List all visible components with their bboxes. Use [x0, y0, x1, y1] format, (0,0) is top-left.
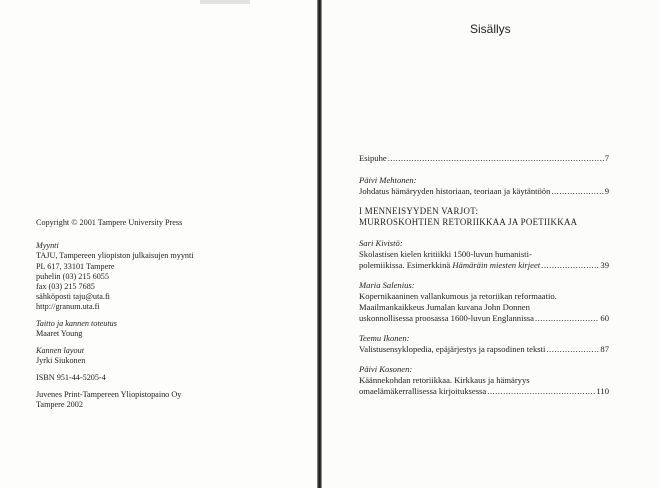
toc-entry-line: Skolastisen kielen kritiikki 1500-luvun humanisti-	[359, 249, 532, 259]
toc-author: Sari Kivistö:	[359, 238, 403, 248]
toc-leader-dots	[487, 386, 595, 397]
sales-info	[36, 241, 306, 312]
cover-credit-name: Jyrki Siukonen	[36, 356, 86, 366]
toc-entry[interactable]	[359, 280, 609, 324]
toc-author: Teemu Ikonen:	[359, 333, 410, 343]
isbn: ISBN 951-44-5205-4	[36, 372, 106, 382]
copyright-line: Copyright © 2001 Tampere University Press	[36, 218, 183, 227]
printer-info	[36, 390, 306, 410]
toc-page-number: 39	[600, 260, 609, 270]
toc-entry-line: Maailmankaikkeus Jumalan kuvana John Donnen	[359, 302, 530, 312]
toc-entry-title: Johdatus hämäryyden historiaan, teoriaan ja käytäntöön	[359, 186, 551, 196]
toc-entry-row	[359, 260, 609, 271]
toc-entry[interactable]	[359, 238, 609, 271]
toc-page-number: 7	[604, 153, 609, 163]
cover-credit-heading: Kannen layout	[36, 346, 84, 356]
sales-line: TAJU, Tampereen yliopiston julkaisujen myynti	[36, 251, 194, 261]
table-of-contents	[359, 153, 609, 406]
sales-line: fax (03) 215 7685	[36, 282, 95, 292]
toc-entry-row	[359, 344, 609, 355]
sales-line: puhelin (03) 215 6055	[36, 271, 109, 281]
section-heading-line: MURROSKOHTIEN RETORIIKKAA JA POETIIKKAA	[359, 217, 578, 227]
section-heading-line: I MENNEISYYDEN VARJOT:	[359, 206, 479, 216]
sales-line: http://granum.uta.fi	[36, 302, 100, 312]
scan-smudge	[200, 0, 250, 4]
toc-entry-title-emphasis: Hämäräin miesten kirjeet	[452, 260, 541, 270]
toc-leader-dots	[546, 344, 599, 355]
toc-page-number: 9	[604, 186, 609, 196]
toc-leader-dots	[388, 153, 604, 164]
toc-leader-dots	[551, 186, 603, 197]
layout-credit-name: Maaret Young	[36, 329, 83, 339]
toc-entry-row	[359, 186, 609, 197]
sales-line: sähköposti taju@uta.fi	[36, 292, 110, 302]
toc-entry-line: Käännekohdan retoriikkaa. Kirkkaus ja hämäryys	[359, 375, 530, 385]
toc-entry-row	[359, 153, 609, 164]
toc-entry[interactable]	[359, 153, 609, 164]
section-heading	[359, 206, 609, 228]
toc-entry-title: omaelämäkerrallisessa kirjoituksessa	[359, 386, 487, 396]
layout-credit	[36, 319, 306, 339]
toc-entry-title-text: polemiikissa. Esimerkkinä	[359, 260, 453, 270]
sales-heading: Myynti	[36, 241, 59, 251]
toc-entry-line: Kopernikaaninen vallankumous ja retoriikan reformaatio.	[359, 291, 557, 301]
toc-entry-row	[359, 313, 609, 324]
printer-line: Juvenes Print-Tampereen Yliopistopaino Oy	[36, 389, 182, 399]
toc-entry-title: Esipuhe	[359, 153, 387, 163]
toc-entry-title	[359, 260, 540, 271]
cover-credit	[36, 346, 306, 366]
sales-line: PL 617, 33101 Tampere	[36, 261, 115, 271]
toc-entry[interactable]	[359, 364, 609, 397]
left-page	[0, 0, 318, 488]
toc-leader-dots	[541, 260, 599, 271]
toc-page-number: 110	[596, 386, 609, 396]
toc-entry[interactable]	[359, 175, 609, 197]
imprint-block	[36, 218, 306, 417]
toc-title: Sisällys	[470, 22, 511, 36]
toc-leader-dots	[535, 313, 599, 324]
toc-entry-row	[359, 386, 609, 397]
toc-entry-title: uskonnollisessa proosassa 1600-luvun Englannissa	[359, 313, 534, 323]
printer-line: Tampere 2002	[36, 399, 83, 409]
toc-author: Päivi Mehtonen:	[359, 175, 417, 185]
toc-entry[interactable]	[359, 333, 609, 355]
toc-author: Maria Salenius:	[359, 280, 415, 290]
toc-page-number: 60	[600, 313, 609, 323]
toc-entry-title: Valistusensyklopedia, epäjärjestys ja rapsodinen teksti	[359, 344, 546, 354]
layout-credit-heading: Taitto ja kannen toteutus	[36, 319, 117, 329]
toc-page-number: 87	[600, 344, 609, 354]
toc-author: Päivi Kosonen:	[359, 364, 413, 374]
